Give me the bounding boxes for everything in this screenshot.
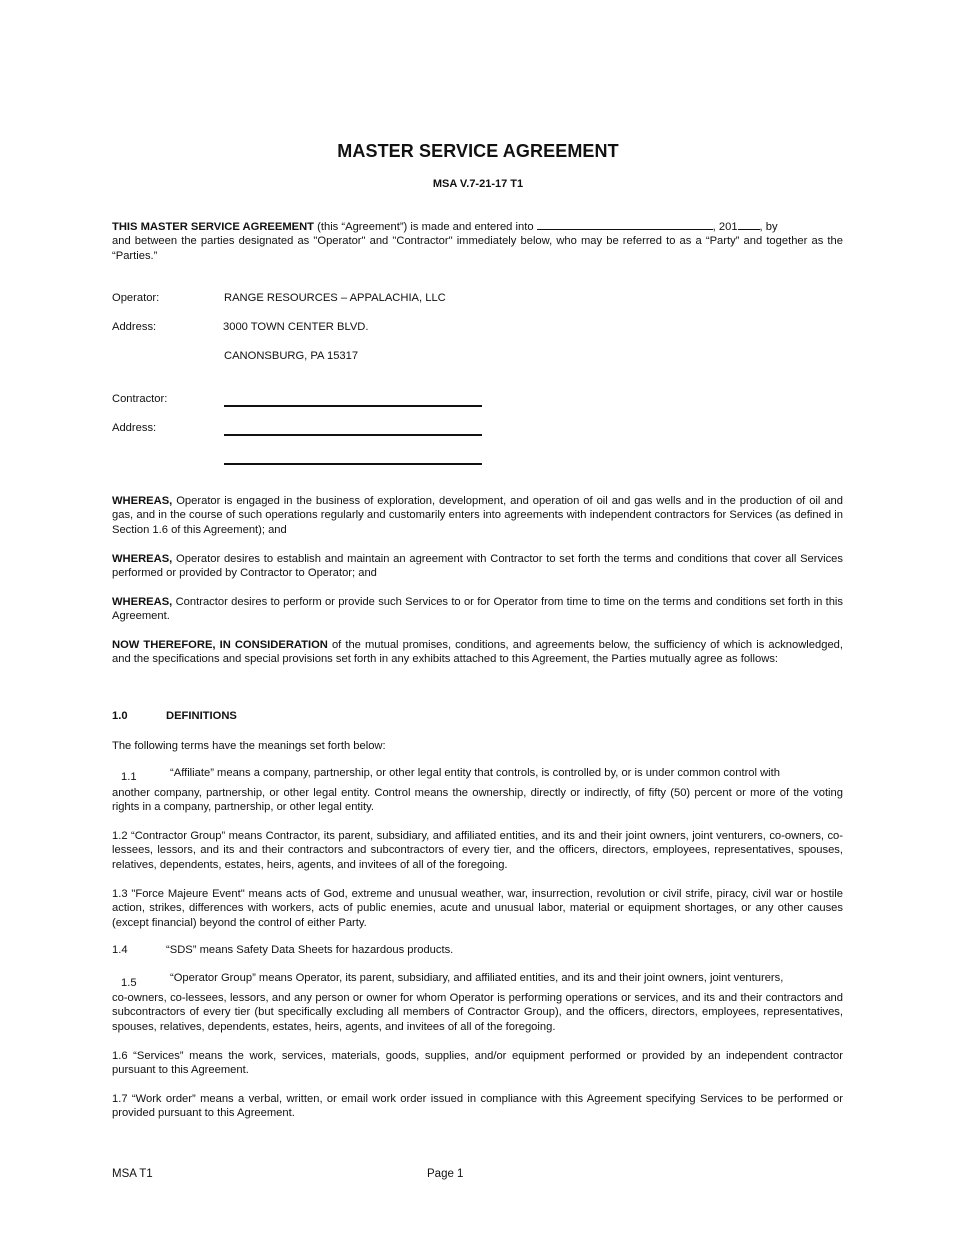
section-heading: DEFINITIONS <box>166 710 237 722</box>
recital-3-lead: WHEREAS, <box>112 596 173 608</box>
recital-3-text: Contractor desires to perform or provide such Services to or for Operator from time to time on the terms and conditions set forth in this Agreement. <box>112 596 843 623</box>
contractor-address-blank-1[interactable] <box>224 434 482 436</box>
operator-value: RANGE RESOURCES – APPALACHIA, LLC <box>224 292 446 304</box>
contractor-label: Contractor: <box>112 393 168 405</box>
contractor-name-blank[interactable] <box>224 405 482 407</box>
definition-1-6: 1.6 “Services” means the work, services, materials, goods, supplies, and/or equipment performed or provided by an independent contractor pursuant to this Agreement. <box>112 1050 843 1077</box>
definition-1-4-text: “SDS” means Safety Data Sheets for hazardous products. <box>166 944 454 956</box>
recital-1 <box>112 494 843 537</box>
definition-1-1-rest: another company, partnership, or other legal entity. Control means the ownership, directly or indirectly, of fifty (50) percent or more of the voting rights in a company, partnership, or other legal entity. <box>112 787 843 814</box>
definition-1-5-number: 1.5 <box>121 977 137 989</box>
intro-first-line <box>112 220 843 234</box>
contractor-address-blank-2[interactable] <box>224 463 482 465</box>
definitions-intro: The following terms have the meanings set forth below: <box>112 740 386 752</box>
consideration-lead: NOW THEREFORE, IN CONSIDERATION <box>112 639 328 651</box>
intro-paragraph <box>112 220 843 263</box>
definition-1-2: 1.2 “Contractor Group” means Contractor, its parent, subsidiary, and affiliated entities, and its and their joint owners, joint venturers, co-owners, co-lessees, lessors, and its and their contractors and subcontractors of every tier, and the officers, directors, employees, representatives, spouses, relatives, dependents, estates, heirs, agents, and invitees of all of the foregoing. <box>112 830 843 871</box>
definition-1-3: 1.3 "Force Majeure Event" means acts of God, extreme and unusual weather, war, insurrection, revolution or civil strife, piracy, civil war or hostile action, strikes, differences with workers, acts of public enemies, acute and unusual labor, material or equipment shortages, or any other causes (except financial) beyond the control of either Party. <box>112 888 843 929</box>
consideration-text: of the mutual promises, conditions, and agreements below, the sufficiency of which is acknowledged, and the specifications and special provisions set forth in any exhibits attached to this Agreement, the Parties mutually agree as follows: <box>112 639 843 666</box>
definition-1-5-rest: co-owners, co-lessees, lessors, and any person or owner for whom Operator is performing operations or services, and its and their contractors and subcontractors of every tier (but specifically excluding all members of Contractor Group), and the officers, directors, employees, representatives, spouses, relatives, dependents, estates, heirs, agents, and invitees of all of the foregoing. <box>112 992 843 1033</box>
recital-1-lead: WHEREAS, <box>112 495 173 507</box>
footer-doc-code: MSA T1 <box>112 1168 153 1180</box>
definition-1-1-first-line: “Affiliate” means a company, partnership, or other legal entity that controls, is controlled by, or is under common control with <box>170 767 781 779</box>
operator-address-label: Address: <box>112 321 157 333</box>
footer-page-number: Page 1 <box>427 1168 464 1180</box>
year-blank[interactable] <box>738 220 760 230</box>
document-version: MSA V.7-21-17 T1 <box>432 178 524 190</box>
operator-address-line2: CANONSBURG, PA 15317 <box>224 350 359 362</box>
intro-date-suffix: , by <box>759 221 778 233</box>
recital-1-text: Operator is engaged in the business of exploration, development, and operation of oil and gas wells and in the production of oil and gas, and in the course of such operations regularly and customarily enters into agreements with independent contractors for Services (as defined in Section 1.6 of this Agreement); and <box>112 495 843 536</box>
operator-address-line1: 3000 TOWN CENTER BLVD. <box>223 321 369 333</box>
contractor-address-label: Address: <box>112 422 157 434</box>
recital-2 <box>112 552 843 581</box>
definition-1-1-number: 1.1 <box>121 771 137 783</box>
document-title: MASTER SERVICE AGREEMENT <box>337 141 619 161</box>
intro-rest: and between the parties designated as "Operator" and "Contractor" immediately below, who may be referred to as a “Party” and together as the “Parties.” <box>112 235 843 262</box>
recital-2-lead: WHEREAS, <box>112 553 173 565</box>
intro-date-prefix: , 201 <box>712 221 738 233</box>
recital-2-text: Operator desires to establish and maintain an agreement with Contractor to set forth the terms and conditions that cover all Services performed or provided by Contractor to Operator; and <box>112 553 843 580</box>
intro-lead: THIS MASTER SERVICE AGREEMENT <box>112 221 315 233</box>
intro-line1-text: (this “Agreement”) is made and entered into <box>314 221 537 233</box>
definition-1-7: 1.7 “Work order” means a verbal, written, or email work order issued in compliance with this Agreement specifying Services to be performed or provided pursuant to this Agreement. <box>112 1093 843 1120</box>
operator-label: Operator: <box>112 292 160 304</box>
consideration-paragraph <box>112 638 843 667</box>
section-number: 1.0 <box>112 710 128 722</box>
definition-1-5-first-line: “Operator Group” means Operator, its parent, subsidiary, and affiliated entities, and its and their joint owners, joint venturers, <box>170 972 784 984</box>
definition-1-4-number: 1.4 <box>112 944 128 956</box>
date-blank[interactable] <box>537 220 713 230</box>
recital-3 <box>112 595 843 624</box>
